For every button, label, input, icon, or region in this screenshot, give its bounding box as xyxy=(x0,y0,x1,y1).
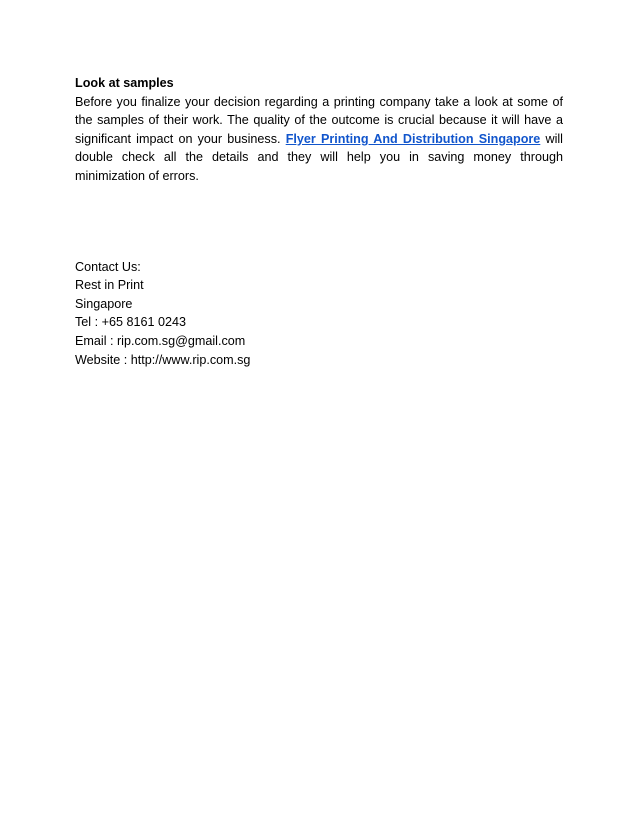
paragraph-text-after-link: will double check all the details and they will help you in saving money through minimization of errors. xyxy=(75,131,563,183)
section-paragraph xyxy=(75,93,563,186)
contact-title: Contact Us: xyxy=(75,259,141,274)
contact-block xyxy=(75,258,563,370)
section-heading: Look at samples xyxy=(75,76,174,90)
contact-tel: Tel : +65 8161 0243 xyxy=(75,315,186,330)
contact-email: Email : rip.com.sg@gmail.com xyxy=(75,333,246,348)
contact-location: Singapore xyxy=(75,296,133,311)
document-content xyxy=(75,74,563,369)
flyer-printing-link[interactable]: Flyer Printing And Distribution Singapore xyxy=(285,131,541,146)
contact-website: Website : http://www.rip.com.sg xyxy=(75,352,251,367)
paragraph-text-before-link: Before you finalize your decision regarding a printing company take a look at some of the samples of their work. The quality of the outcome is crucial because it will have a significant impact on your business. xyxy=(75,94,563,146)
contact-company: Rest in Print xyxy=(75,278,144,293)
